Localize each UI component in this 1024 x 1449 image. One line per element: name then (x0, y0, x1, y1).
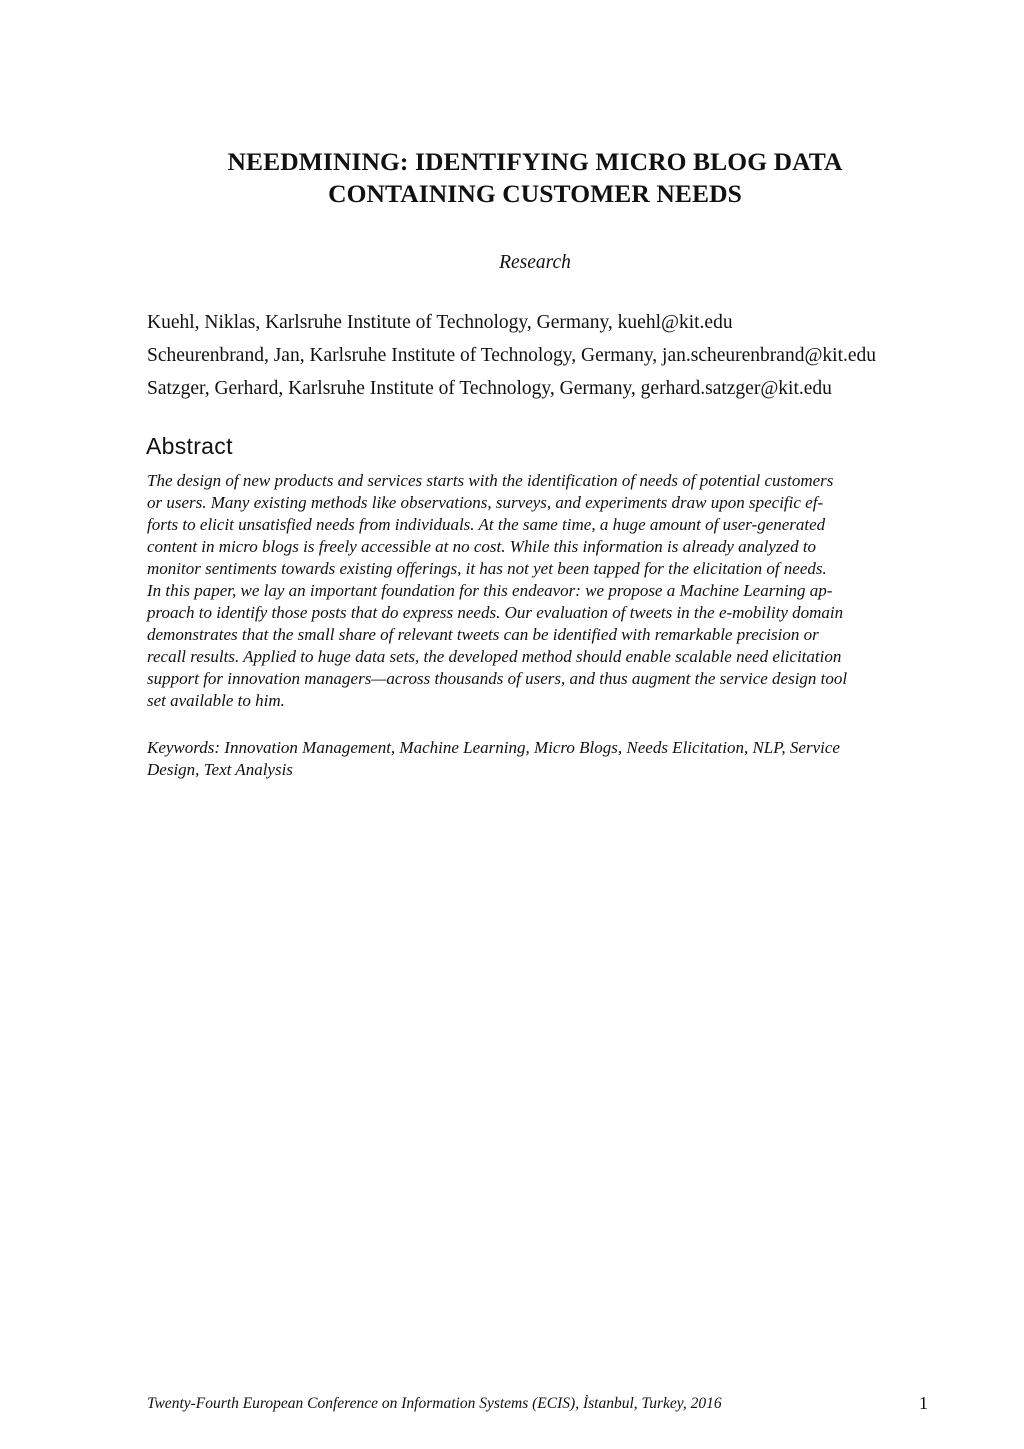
abstract-line: monitor sentiments towards existing offerings, it has not yet been tapped for the elicitation of needs. (147, 559, 827, 578)
author-line-3: Satzger, Gerhard, Karlsruhe Institute of Technology, Germany, gerhard.satzger@kit.edu (147, 378, 832, 399)
author-line-1: Kuehl, Niklas, Karlsruhe Institute of Technology, Germany, kuehl@kit.edu (147, 312, 733, 333)
abstract-line: set available to him. (147, 691, 285, 710)
keywords-line: Keywords: Innovation Management, Machine Learning, Micro Blogs, Needs Elicitation, NLP, Service (147, 738, 840, 757)
abstract-line: In this paper, we lay an important foundation for this endeavor: we propose a Machine Learning ap- (147, 581, 833, 600)
abstract-heading: Abstract (146, 433, 233, 459)
keywords (147, 737, 937, 781)
footer-conference: Twenty-Fourth European Conference on Information Systems (ECIS), İstanbul, Turkey, 2016 (147, 1395, 722, 1412)
abstract-body (147, 470, 937, 712)
paper-title (130, 146, 940, 210)
abstract-line: proach to identify those posts that do express needs. Our evaluation of tweets in the e-mobility domain (147, 603, 844, 622)
keywords-line: Design, Text Analysis (147, 760, 293, 779)
abstract-line: recall results. Applied to huge data sets, the developed method should enable scalable need elicitation (147, 647, 842, 666)
abstract-line: The design of new products and services starts with the identification of needs of potential customers (147, 471, 834, 490)
abstract-line: forts to elicit unsatisfied needs from individuals. At the same time, a huge amount of user-generated (147, 515, 826, 534)
paper-category: Research (499, 252, 571, 273)
page-number: 1 (919, 1393, 928, 1413)
abstract-line: support for innovation managers—across thousands of users, and thus augment the service design tool (147, 669, 848, 688)
title-line-2: CONTAINING CUSTOMER NEEDS (328, 179, 742, 208)
abstract-line: demonstrates that the small share of relevant tweets can be identified with remarkable precision or (147, 625, 819, 644)
abstract-line: content in micro blogs is freely accessible at no cost. While this information is already analyzed to (147, 537, 817, 556)
title-line-1: NEEDMINING: IDENTIFYING MICRO BLOG DATA (227, 147, 843, 176)
author-list (147, 309, 947, 408)
abstract-line: or users. Many existing methods like observations, surveys, and experiments draw upon specific ef- (147, 493, 824, 512)
author-line-2: Scheurenbrand, Jan, Karlsruhe Institute of Technology, Germany, jan.scheurenbrand@kit.edu (147, 345, 877, 366)
